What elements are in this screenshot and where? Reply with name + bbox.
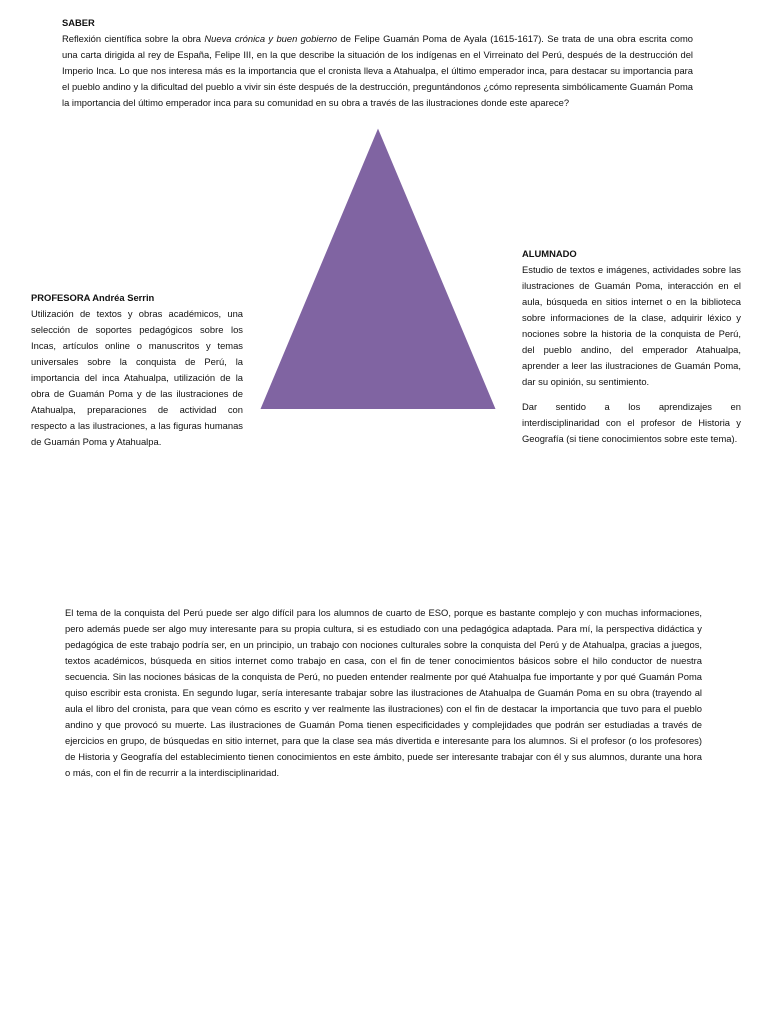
saber-heading: SABER <box>62 17 95 28</box>
profesora-section <box>31 290 243 450</box>
saber-text-after: de Felipe Guamán Poma de Ayala (1615-1617). Se trata de una obra escrita como una carta dirigida al rey de España, Felipe III, en la que describe la situación de los indígenas en el Virreinato del Perú, después de la destrucción del Imperio Inca. Lo que nos interesa más es la importancia que el cronista lleva a Atahualpa, el último emperador inca, para destacar su importancia para el pueblo andino y la dificultad del pueblo a vivir sin éste después de la destrucción, preguntándonos ¿cómo representa simbólicamente Guamán Poma la importancia del último emperador inca para su comunidad en su obra a través de las ilustraciones donde este aparece? <box>62 33 693 108</box>
conclusion-section <box>65 605 702 781</box>
saber-body <box>62 31 693 111</box>
alumnado-section <box>522 246 741 447</box>
profesora-body: Utilización de textos y obras académicos, una selección de soportes pedagógicos sobre los Incas, artículos online o manuscritos y temas universales sobre la conquista de Perú, la importancia del inca Atahualpa, utilización de la obra de Guamán Poma y de las ilustraciones de Atahualpa, preparaciones de actividad con respecto a las ilustraciones, a las figuras humanas de Guamán Poma y Atahualpa. <box>31 308 243 447</box>
paragraph-spacer <box>522 390 741 399</box>
alumnado-paragraph-2: Dar sentido a los aprendizajes en interdisciplinaridad con el profesor de Historia y Geografía (si tiene conocimientos sobre este tema). <box>522 401 741 444</box>
triangle-shape <box>259 126 497 410</box>
saber-section <box>62 15 693 111</box>
alumnado-paragraph-1: Estudio de textos e imágenes, actividades sobre las ilustraciones de Guamán Poma, interacción en el aula, búsqueda en sitios internet o en la biblioteca sobre informaciones de la clase, adquirir léxico y nociones sobre la historia de la conquista de Perú, del pueblo andino, del emperador Atahualpa, aprender a leer las ilustraciones de Guamán Poma, dar su opinión, su sentimiento. <box>522 264 741 387</box>
saber-work-title: Nueva crónica y buen gobierno <box>204 33 338 44</box>
conclusion-body: El tema de la conquista del Perú puede ser algo difícil para los alumnos de cuarto de ESO, porque es bastante complejo y con muchas informaciones, pero además puede ser algo muy interesante para su propia cultura, si es estudiado con una pedagógica adaptada. Para mí, la perspectiva didáctica y pedagógica de este trabajo podría ser, en un principio, un trabajo con nociones culturales sobre la conquista del Perú y de Atahualpa, gracias a juegos, textos académicos, búsqueda en sitios internet como trabajo en casa, con el fin de tener conocimientos básicos sobre el hilo conductor de nuestra secuencia. Sin las nociones básicas de la conquista de Perú, no pueden entender realmente por qué Atahualpa fue importante y por qué Guamán Poma quiso escribir esta cronista. En segundo lugar, sería interesante trabajar sobre las ilustraciones de Atahualpa de Guamán Poma en su obra (trayendo al aula el libro del cronista, para que vean cómo es escrito y ver realmente las ilustraciones) con el fin de destacar la importancia que tuvo para el pueblo andino y que provocó su muerte. Las ilustraciones de Guamán Poma tienen especificidades y complejidades que podrán ser estudiadas a través de ejercicios en grupo, de búsquedas en sitio internet, para que la clase sea más divertida e interesante para los alumnos. Si el profesor (o los profesores) de Historia y Geografía del establecimiento tienen conocimientos en este ámbito, puede ser interesante trabajar con él y sus alumnos, durante una hora o más, con el fin de recurrir a la interdisciplinaridad. <box>65 607 702 778</box>
alumnado-heading: ALUMNADO <box>522 248 577 259</box>
saber-text-before: Reflexión científica sobre la obra <box>62 33 205 44</box>
didactic-triangle <box>255 122 501 414</box>
profesora-heading: PROFESORA Andréa Serrin <box>31 292 155 303</box>
